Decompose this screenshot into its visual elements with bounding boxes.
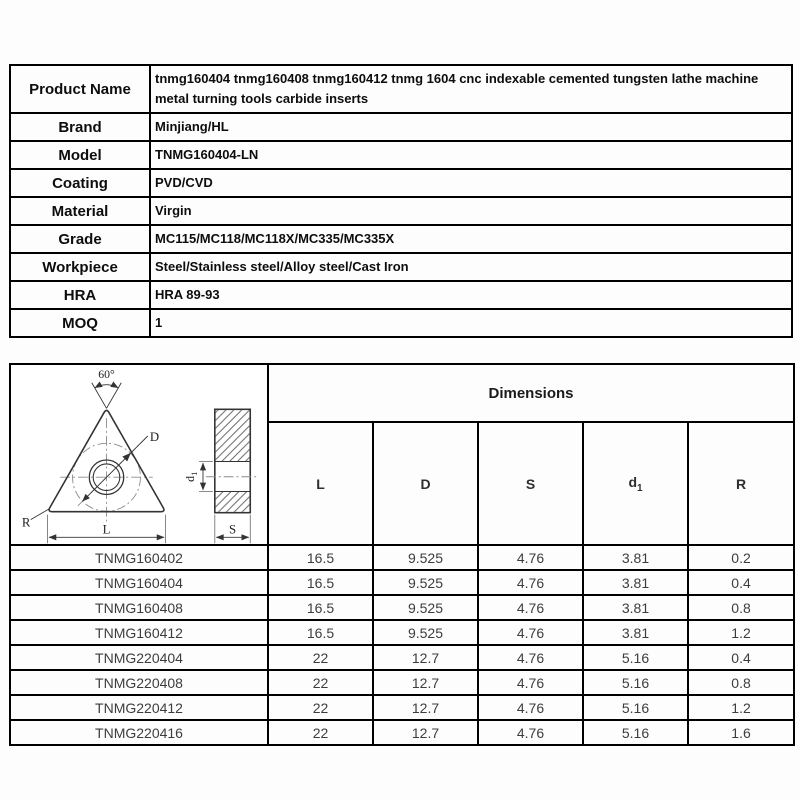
spec-row-hra — [10, 281, 792, 309]
model-cell: TNMG160404 — [10, 570, 268, 595]
model-cell: TNMG220416 — [10, 720, 268, 745]
column-header-l: L — [268, 422, 373, 545]
l-cell: 22 — [268, 720, 373, 745]
s-cell: 4.76 — [478, 570, 583, 595]
spec-value: PVD/CVD — [150, 169, 792, 197]
table-row — [10, 695, 794, 720]
column-header-r: R — [688, 422, 794, 545]
spec-row-grade — [10, 225, 792, 253]
d-cell: 12.7 — [373, 645, 478, 670]
spec-label: Model — [10, 141, 150, 169]
s-cell: 4.76 — [478, 620, 583, 645]
spec-row-workpiece — [10, 253, 792, 281]
r-label: R — [21, 515, 31, 530]
s-cell: 4.76 — [478, 670, 583, 695]
insert-side-view — [183, 409, 259, 543]
column-header-d1: $d_1$ — [583, 422, 688, 545]
d-cell: 12.7 — [373, 720, 478, 745]
s-cell: 4.76 — [478, 645, 583, 670]
l-cell: 16.5 — [268, 545, 373, 570]
spec-value: Steel/Stainless steel/Alloy steel/Cast Iron — [150, 253, 792, 281]
r-cell: 0.8 — [688, 595, 794, 620]
d-cell: 9.525 — [373, 595, 478, 620]
d1-cell: 5.16 — [583, 695, 688, 720]
d-cell: 12.7 — [373, 670, 478, 695]
s-cell: 4.76 — [478, 545, 583, 570]
l-cell: 16.5 — [268, 595, 373, 620]
spec-row-model — [10, 141, 792, 169]
s-cell: 4.76 — [478, 720, 583, 745]
hatch-top — [216, 410, 250, 461]
spec-label: Brand — [10, 113, 150, 141]
r-cell: 0.8 — [688, 670, 794, 695]
table-row — [10, 545, 794, 570]
spec-value: HRA 89-93 — [150, 281, 792, 309]
l-cell: 22 — [268, 695, 373, 720]
angle-arc — [95, 385, 118, 388]
spec-row-coating — [10, 169, 792, 197]
d1-label: $d_1$ — [183, 471, 200, 482]
column-header-s: S — [478, 422, 583, 545]
d-cell: 9.525 — [373, 545, 478, 570]
dimensions-title: Dimensions — [268, 364, 794, 422]
l-cell: 22 — [268, 645, 373, 670]
insert-technical-drawing — [10, 364, 268, 545]
spec-label: HRA — [10, 281, 150, 309]
model-cell: TNMG220404 — [10, 645, 268, 670]
s-label: S — [228, 522, 237, 537]
d1-cell: 5.16 — [583, 645, 688, 670]
spec-label: MOQ — [10, 309, 150, 337]
r-cell: 1.2 — [688, 620, 794, 645]
spec-value: Minjiang/HL — [150, 113, 792, 141]
spec-label: Grade — [10, 225, 150, 253]
product-spec-table — [9, 64, 793, 338]
spec-label: Material — [10, 197, 150, 225]
r-cell: 0.2 — [688, 545, 794, 570]
model-cell: TNMG160412 — [10, 620, 268, 645]
s-cell: 4.76 — [478, 695, 583, 720]
table-row — [10, 645, 794, 670]
dimensions-table — [9, 363, 795, 746]
spec-label: Workpiece — [10, 253, 150, 281]
spec-row-moq — [10, 309, 792, 337]
r-cell: 0.4 — [688, 645, 794, 670]
model-cell: TNMG160408 — [10, 595, 268, 620]
l-label: L — [102, 522, 111, 537]
spec-label: Product Name — [10, 65, 150, 113]
column-header-d: D — [373, 422, 478, 545]
r-cell: 1.6 — [688, 720, 794, 745]
spec-label: Coating — [10, 169, 150, 197]
d-label: D — [149, 429, 160, 444]
spec-row-material — [10, 197, 792, 225]
table-row — [10, 570, 794, 595]
d1-cell: 3.81 — [583, 595, 688, 620]
r-cell: 1.2 — [688, 695, 794, 720]
table-row — [10, 720, 794, 745]
insert-drawing-svg — [11, 365, 267, 544]
d-cell: 12.7 — [373, 695, 478, 720]
l-cell: 16.5 — [268, 570, 373, 595]
spec-value: TNMG160404-LN — [150, 141, 792, 169]
s-cell: 4.76 — [478, 595, 583, 620]
d-cell: 9.525 — [373, 570, 478, 595]
d1-cell: 3.81 — [583, 545, 688, 570]
r-cell: 0.4 — [688, 570, 794, 595]
angle-leg-left — [92, 383, 107, 409]
d-cell: 9.525 — [373, 620, 478, 645]
spec-value: tnmg160404 tnmg160408 tnmg160412 tnmg 1604 cnc indexable cemented tungsten lathe machine metal turning tools carbide inserts — [150, 65, 792, 113]
table-row — [10, 670, 794, 695]
model-cell: TNMG220408 — [10, 670, 268, 695]
spec-value: Virgin — [150, 197, 792, 225]
d1-cell: 3.81 — [583, 620, 688, 645]
d1-cell: 5.16 — [583, 670, 688, 695]
spec-row-brand — [10, 113, 792, 141]
angle-leg-right — [107, 383, 122, 409]
model-cell: TNMG220412 — [10, 695, 268, 720]
table-row — [10, 620, 794, 645]
l-cell: 16.5 — [268, 620, 373, 645]
d1-cell: 5.16 — [583, 720, 688, 745]
angle-label: 60° — [98, 366, 115, 381]
l-cell: 22 — [268, 670, 373, 695]
table-row — [10, 595, 794, 620]
hatch-bottom — [216, 491, 250, 512]
r-leader-line — [31, 509, 50, 520]
spec-value: MC115/MC118/MC118X/MC335/MC335X — [150, 225, 792, 253]
insert-top-view — [22, 367, 166, 543]
spec-value: 1 — [150, 309, 792, 337]
spec-row-product-name — [10, 65, 792, 113]
model-cell: TNMG160402 — [10, 545, 268, 570]
d1-cell: 3.81 — [583, 570, 688, 595]
